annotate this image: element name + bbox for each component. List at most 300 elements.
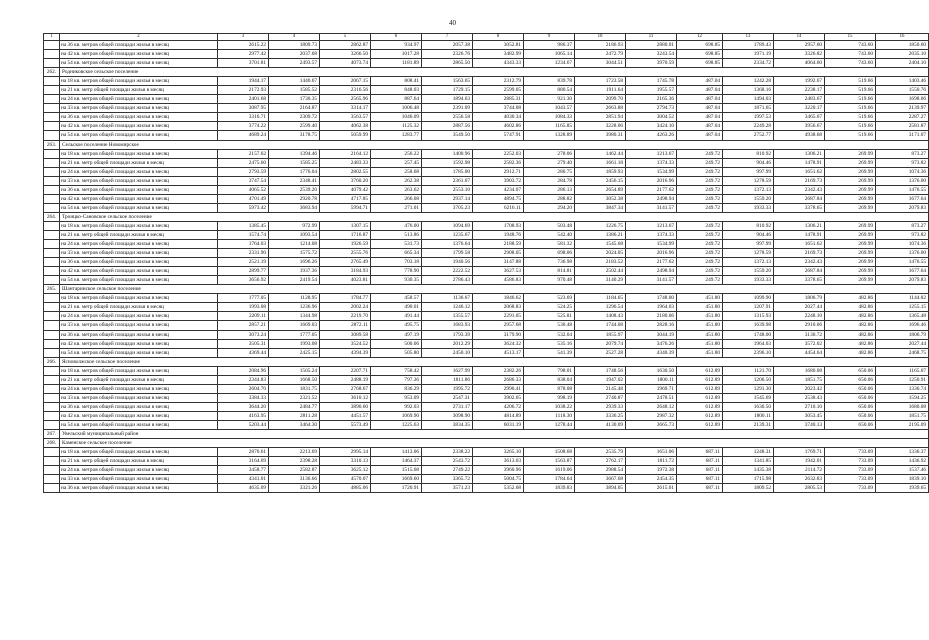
value-cell: 2599.05: [473, 86, 524, 95]
table-row: [44, 312, 929, 321]
value-cell: 4030.34: [473, 113, 524, 122]
value-cell: 1563.87: [524, 457, 575, 466]
value-cell: 3701.81: [218, 59, 269, 68]
value-cell: 3178.75: [269, 131, 320, 140]
value-cell: 519.66: [825, 86, 876, 95]
page-number: 40: [449, 19, 456, 27]
value-cell: 3089.58: [320, 330, 371, 339]
value-cell: 687.11: [677, 448, 723, 457]
value-cell: 3740.13: [774, 420, 825, 429]
value-cell: 1336.74: [876, 384, 929, 393]
value-cell: 3890.60: [320, 402, 371, 411]
value-cell: 532.04: [524, 330, 575, 339]
value-cell: 1850.60: [876, 41, 929, 50]
value-cell: 1683.93: [422, 321, 473, 330]
value-cell: 3902.65: [473, 393, 524, 402]
row-number-cell: [44, 267, 60, 276]
value-cell: 1365.48: [876, 312, 929, 321]
value-cell: 249.72: [677, 203, 723, 212]
value-cell: 249.72: [677, 258, 723, 267]
value-cell: 1213.67: [626, 221, 677, 230]
value-cell: 2321.52: [269, 393, 320, 402]
value-cell: 3378.65: [774, 276, 825, 285]
column-number-header: 5: [320, 34, 371, 41]
row-number-cell: [44, 249, 60, 258]
row-number-cell: [44, 158, 60, 167]
row-number-cell: [44, 203, 60, 212]
row-label: на 24 кв. метров общей площади жилья в месяц: [60, 312, 218, 321]
table-row: [44, 240, 929, 249]
section-row: [44, 357, 929, 366]
value-cell: 1806.79: [876, 330, 929, 339]
value-cell: 1933.33: [723, 276, 774, 285]
value-cell: 523.69: [524, 294, 575, 303]
table-row: [44, 384, 929, 393]
value-cell: 2157.62: [218, 149, 269, 158]
value-cell: 698.06: [524, 249, 575, 258]
table-row: [44, 393, 929, 402]
value-cell: 4062.38: [320, 122, 371, 131]
value-cell: 458.57: [371, 294, 422, 303]
value-cell: 541.39: [524, 348, 575, 357]
value-cell: 2035.10: [876, 50, 929, 59]
value-cell: 1729.15: [422, 86, 473, 95]
value-cell: 2249.28: [723, 122, 774, 131]
section-number: 264.: [44, 212, 60, 221]
value-cell: 3140.29: [575, 276, 626, 285]
value-cell: 1651.06: [626, 448, 677, 457]
value-cell: 1942.01: [774, 457, 825, 466]
value-cell: 2456.15: [575, 176, 626, 185]
value-cell: 1937.36: [269, 267, 320, 276]
section-row: [44, 439, 929, 448]
value-cell: 263.62: [371, 185, 422, 194]
table-body: [44, 34, 929, 493]
value-cell: 2312.79: [473, 77, 524, 86]
value-cell: 269.99: [825, 230, 876, 239]
value-cell: 1926.59: [320, 240, 371, 249]
value-cell: 2872.11: [320, 321, 371, 330]
value-cell: 733.09: [825, 457, 876, 466]
value-cell: 2899.77: [218, 267, 269, 276]
value-cell: 3476.26: [626, 339, 677, 348]
table-row: [44, 158, 929, 167]
row-number-cell: [44, 475, 60, 484]
row-number-cell: [44, 258, 60, 267]
table-row: [44, 375, 929, 384]
row-label: на 54 кв. метров общей площади жилья в месяц: [60, 420, 218, 429]
column-number-header: 10: [575, 34, 626, 41]
row-number-cell: [44, 221, 60, 230]
value-cell: 1236.96: [269, 303, 320, 312]
value-cell: 1038.22: [524, 402, 575, 411]
value-cell: 4451.57: [320, 411, 371, 420]
value-cell: 687.11: [677, 475, 723, 484]
value-cell: 1328.89: [524, 131, 575, 140]
section-title: Родниковское сельское поселение: [60, 68, 929, 77]
value-cell: 2207.71: [320, 366, 371, 375]
value-cell: 1769.71: [774, 448, 825, 457]
value-cell: 873.27: [876, 149, 929, 158]
row-label: на 18 кв. метров общей площади жилья в месяц: [60, 221, 218, 230]
value-cell: 482.86: [825, 339, 876, 348]
value-cell: 1255.15: [876, 303, 929, 312]
value-cell: 880.54: [524, 86, 575, 95]
value-cell: 650.06: [825, 411, 876, 420]
value-cell: 2331.90: [218, 249, 269, 258]
value-cell: 1559.20: [723, 267, 774, 276]
value-cell: 2654.89: [575, 185, 626, 194]
value-cell: 278.06: [524, 149, 575, 158]
value-cell: 3314.17: [320, 104, 371, 113]
table-row: [44, 50, 929, 59]
value-cell: 269.99: [825, 258, 876, 267]
value-cell: 2547.31: [422, 393, 473, 402]
table-row: [44, 113, 929, 122]
value-cell: 1627.99: [422, 366, 473, 375]
value-cell: 1403.46: [876, 77, 929, 86]
value-cell: 1283.77: [371, 131, 422, 140]
section-row: [44, 140, 929, 149]
row-label: на 18 кв. метров общей площади жилья в месяц: [60, 448, 218, 457]
value-cell: 2186.93: [575, 41, 626, 50]
value-cell: 1871.65: [723, 104, 774, 113]
value-cell: 3644.20: [218, 402, 269, 411]
value-cell: 887.64: [371, 95, 422, 104]
value-cell: 1017.28: [371, 50, 422, 59]
value-cell: 269.99: [825, 240, 876, 249]
value-cell: 1651.62: [774, 167, 825, 176]
value-cell: 1944.17: [218, 77, 269, 86]
value-cell: 3980.31: [575, 131, 626, 140]
value-cell: 1784.77: [320, 294, 371, 303]
value-cell: 4023.81: [320, 276, 371, 285]
value-cell: 3052.38: [575, 194, 626, 203]
value-cell: 3744.08: [473, 104, 524, 113]
row-label: на 18 кв. метров общей площади жилья в месяц: [60, 149, 218, 158]
value-cell: 4369.44: [218, 348, 269, 357]
value-cell: 4635.09: [218, 484, 269, 493]
row-number-cell: [44, 95, 60, 104]
value-cell: 3683.94: [269, 203, 320, 212]
value-cell: 482.86: [825, 348, 876, 357]
value-cell: 1545.68: [575, 240, 626, 249]
value-cell: 650.06: [825, 375, 876, 384]
value-cell: 1494.03: [723, 95, 774, 104]
value-cell: 6216.11: [473, 203, 524, 212]
value-cell: 519.66: [825, 122, 876, 131]
row-number-cell: [44, 41, 60, 50]
value-cell: 269.99: [825, 194, 876, 203]
value-cell: 1730.35: [269, 95, 320, 104]
value-cell: 1859.93: [575, 167, 626, 176]
value-cell: 1226.75: [575, 221, 626, 230]
column-number-header: 11: [626, 34, 677, 41]
value-cell: 3774.22: [218, 122, 269, 131]
value-cell: 2687.84: [774, 267, 825, 276]
row-label: на 24 кв. метров общей площади жилья в месяц: [60, 384, 218, 393]
tariff-table: [43, 33, 929, 493]
value-cell: 1136.67: [422, 294, 473, 303]
row-number-cell: [44, 384, 60, 393]
value-cell: 2248.10: [774, 312, 825, 321]
value-cell: 1574.74: [218, 230, 269, 239]
value-cell: 3613.03: [473, 457, 524, 466]
value-cell: 2177.62: [626, 185, 677, 194]
value-cell: 2067.15: [320, 77, 371, 86]
value-cell: 2450.10: [422, 348, 473, 357]
value-cell: 1839.10: [876, 475, 929, 484]
value-cell: 249.72: [677, 194, 723, 203]
value-cell: 1669.03: [269, 321, 320, 330]
value-cell: 2139.97: [876, 104, 929, 113]
table-row: [44, 258, 929, 267]
value-cell: 698.85: [677, 50, 723, 59]
table-row: [44, 41, 929, 50]
value-cell: 758.42: [371, 366, 422, 375]
value-cell: 3220.17: [774, 104, 825, 113]
value-cell: 1069.90: [371, 411, 422, 420]
value-cell: 2084.96: [218, 366, 269, 375]
value-cell: 1992.67: [774, 77, 825, 86]
value-cell: 1785.00: [422, 167, 473, 176]
value-cell: 839.78: [524, 77, 575, 86]
value-cell: 1094.69: [422, 221, 473, 230]
value-cell: 1440.67: [269, 77, 320, 86]
value-cell: 1046.09: [371, 113, 422, 122]
value-cell: 1669.60: [371, 475, 422, 484]
table-row: [44, 149, 929, 158]
table-row: [44, 267, 929, 276]
value-cell: 279.40: [524, 158, 575, 167]
value-cell: 2581.87: [876, 122, 929, 131]
table-row: [44, 402, 929, 411]
section-number: 267.: [44, 430, 60, 439]
value-cell: 2880.01: [626, 41, 677, 50]
value-cell: 1594.25: [876, 393, 929, 402]
row-number-cell: [44, 50, 60, 59]
value-cell: 2396.10: [723, 348, 774, 357]
section-number: 268.: [44, 439, 60, 448]
row-number-cell: [44, 194, 60, 203]
value-cell: 1619.06: [524, 466, 575, 475]
value-cell: 1563.65: [422, 77, 473, 86]
value-cell: 1296.54: [575, 303, 626, 312]
row-number-cell: [44, 104, 60, 113]
value-cell: 487.04: [677, 95, 723, 104]
value-cell: 733.09: [825, 466, 876, 475]
value-cell: 2057.38: [422, 41, 473, 50]
value-cell: 1995.72: [422, 384, 473, 393]
table-row: [44, 457, 929, 466]
value-cell: 1118.30: [524, 411, 575, 420]
value-cell: 2165.36: [626, 95, 677, 104]
value-cell: 1128.95: [269, 294, 320, 303]
value-cell: 2484.77: [269, 402, 320, 411]
value-cell: 3960.96: [473, 466, 524, 475]
value-cell: 3610.12: [320, 393, 371, 402]
value-cell: 3970.59: [626, 59, 677, 68]
value-cell: 482.86: [825, 294, 876, 303]
value-cell: 797.36: [371, 375, 422, 384]
row-label: на 18 кв. метров общей площади жилья в месяц: [60, 294, 218, 303]
column-number-header: 4: [269, 34, 320, 41]
value-cell: 505.80: [371, 348, 422, 357]
value-cell: 1306.21: [774, 149, 825, 158]
value-cell: 4586.83: [473, 276, 524, 285]
value-cell: 3903.72: [473, 176, 524, 185]
value-cell: 542.40: [524, 230, 575, 239]
value-cell: 4064.60: [774, 59, 825, 68]
value-cell: 2920.78: [269, 194, 320, 203]
row-label: на 21 кв. метр общей площади жилья в месяц: [60, 230, 218, 239]
value-cell: 3384.33: [218, 393, 269, 402]
value-cell: 1099.90: [723, 294, 774, 303]
value-cell: 992.03: [371, 402, 422, 411]
value-cell: 2793.59: [218, 167, 269, 176]
value-cell: 249.72: [677, 149, 723, 158]
value-cell: 2786.43: [422, 276, 473, 285]
value-cell: 612.89: [677, 366, 723, 375]
value-cell: 921.30: [524, 95, 575, 104]
value-cell: 476.00: [371, 221, 422, 230]
row-number-cell: [44, 484, 60, 493]
value-cell: 2912.71: [473, 167, 524, 176]
value-cell: 1715.98: [723, 475, 774, 484]
column-number-header: 16: [876, 34, 929, 41]
value-cell: 612.89: [677, 411, 723, 420]
value-cell: 997.99: [723, 240, 774, 249]
value-cell: 257.45: [371, 158, 422, 167]
value-cell: 1374.33: [626, 158, 677, 167]
value-cell: 2802.55: [320, 167, 371, 176]
section-row: [44, 68, 929, 77]
value-cell: 482.86: [825, 321, 876, 330]
row-label: на 54 кв. метров общей площади жилья в месяц: [60, 276, 218, 285]
value-cell: 4073.74: [320, 59, 371, 68]
value-cell: 3563.57: [320, 113, 371, 122]
value-cell: 2425.15: [269, 348, 320, 357]
value-cell: 3326.82: [774, 50, 825, 59]
value-cell: 650.06: [825, 420, 876, 429]
value-cell: 1534.99: [626, 240, 677, 249]
table-row: [44, 194, 929, 203]
value-cell: 1933.33: [723, 203, 774, 212]
value-cell: 451.80: [677, 312, 723, 321]
row-label: на 36 кв. метров общей площади жилья в месяц: [60, 258, 218, 267]
value-cell: 491.44: [371, 312, 422, 321]
value-cell: 998.19: [524, 393, 575, 402]
value-cell: 2538.43: [774, 393, 825, 402]
value-cell: 2016.96: [626, 176, 677, 185]
value-cell: 525.81: [524, 312, 575, 321]
value-cell: 1680.08: [774, 366, 825, 375]
value-cell: 451.80: [677, 321, 723, 330]
value-cell: 256.22: [371, 149, 422, 158]
row-label: на 24 кв. метров общей площади жилья в месяц: [60, 167, 218, 176]
value-cell: 1592.98: [422, 158, 473, 167]
value-cell: 3847.34: [575, 203, 626, 212]
value-cell: 1206.50: [723, 375, 774, 384]
value-cell: 2957.60: [774, 41, 825, 50]
value-cell: 1668.50: [269, 375, 320, 384]
value-cell: 2169.73: [774, 249, 825, 258]
value-cell: 2172.93: [218, 86, 269, 95]
value-cell: 814.81: [524, 267, 575, 276]
value-cell: 1006.48: [371, 104, 422, 113]
value-cell: 1777.05: [218, 294, 269, 303]
value-cell: 1777.05: [269, 330, 320, 339]
row-label: на 36 кв. метров общей площади жилья в месяц: [60, 330, 218, 339]
value-cell: 4394.39: [320, 348, 371, 357]
value-cell: 1181.89: [371, 59, 422, 68]
value-cell: 1748.56: [575, 366, 626, 375]
row-number-cell: [44, 321, 60, 330]
value-cell: 1677.64: [876, 194, 929, 203]
value-cell: 2114.72: [774, 466, 825, 475]
section-number: 262.: [44, 68, 60, 77]
value-cell: 2348.41: [269, 176, 320, 185]
value-cell: 1696.26: [269, 258, 320, 267]
value-cell: 1464.37: [371, 457, 422, 466]
value-cell: 1225.63: [371, 420, 422, 429]
row-number-cell: [44, 420, 60, 429]
value-cell: 1997.53: [723, 113, 774, 122]
row-number-cell: [44, 185, 60, 194]
value-cell: 3505.31: [218, 339, 269, 348]
section-title: Сельское поселение Новомирское: [60, 140, 929, 149]
value-cell: 2740.87: [575, 393, 626, 402]
value-cell: 2851.94: [575, 113, 626, 122]
value-cell: 1793.39: [422, 330, 473, 339]
row-number-cell: [44, 176, 60, 185]
row-number-cell: [44, 276, 60, 285]
value-cell: 1214.08: [269, 240, 320, 249]
value-cell: 1630.50: [723, 402, 774, 411]
value-cell: 5203.44: [218, 420, 269, 429]
row-number-cell: [44, 131, 60, 140]
value-cell: 1508.68: [524, 448, 575, 457]
value-cell: 249.72: [677, 221, 723, 230]
value-cell: 2498.94: [626, 194, 677, 203]
value-cell: 3747.54: [218, 176, 269, 185]
value-cell: 2553.10: [422, 185, 473, 194]
value-cell: 1811.86: [422, 375, 473, 384]
value-cell: 1515.68: [371, 466, 422, 475]
value-cell: 650.06: [825, 402, 876, 411]
value-cell: 2488.19: [320, 375, 371, 384]
value-cell: 2768.67: [320, 384, 371, 393]
row-label: на 42 кв. метров общей площади жилья в месяц: [60, 339, 218, 348]
value-cell: 743.60: [825, 50, 876, 59]
value-cell: 3625.12: [320, 466, 371, 475]
value-cell: 1744.08: [575, 321, 626, 330]
value-cell: 2493.57: [269, 59, 320, 68]
value-cell: 2687.84: [774, 194, 825, 203]
value-cell: 698.85: [677, 41, 723, 50]
row-label: на 42 кв. метров общей площади жилья в месяц: [60, 267, 218, 276]
value-cell: 4701.49: [218, 194, 269, 203]
column-number-header: 8: [473, 34, 524, 41]
value-cell: 1720.91: [371, 484, 422, 493]
table-row: [44, 420, 929, 429]
table-row: [44, 366, 929, 375]
value-cell: 778.90: [371, 267, 422, 276]
value-cell: 2749.22: [422, 466, 473, 475]
table-row: [44, 475, 929, 484]
value-cell: 2164.12: [320, 149, 371, 158]
value-cell: 1372.13: [723, 258, 774, 267]
